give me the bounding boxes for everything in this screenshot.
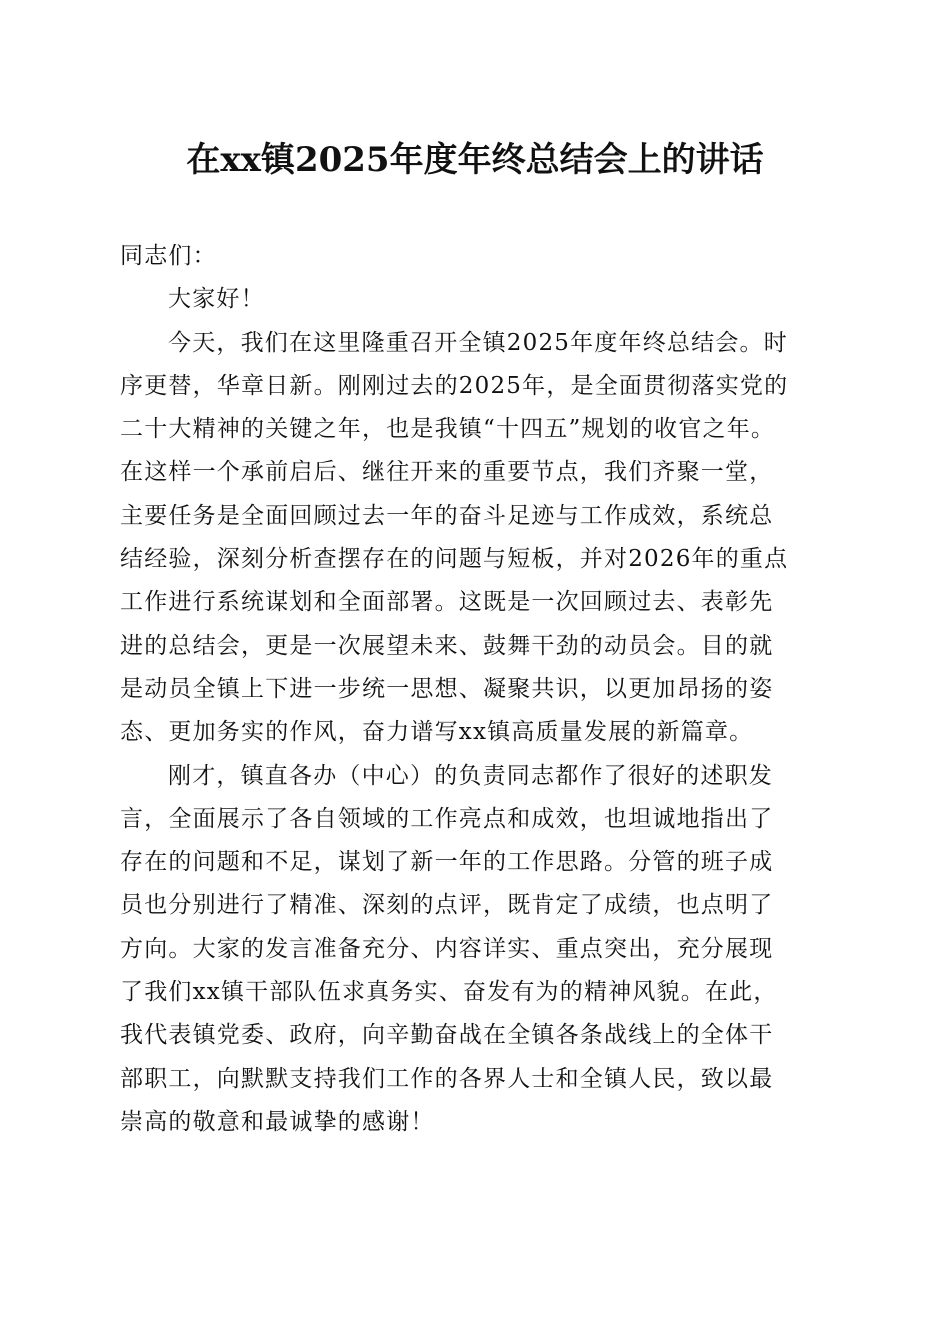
paragraph-2-line: 言，全面展示了各自领域的工作亮点和成效，也坦诚地指出了 [120,805,774,832]
paragraph-1-line: 主要任务是全面回顾过去一年的奋斗足迹与工作成效，系统总 [120,502,774,529]
paragraph-2-line: 存在的问题和不足，谋划了新一年的工作思路。分管的班子成 [120,849,774,876]
paragraph-2-line: 刚才，镇直各办（中心）的负责同志都作了很好的述职发 [168,762,773,789]
paragraph-2-line: 方向。大家的发言准备充分、内容详实、重点突出，充分展现 [120,935,774,962]
greeting: 大家好！ [168,286,265,313]
paragraph-1-line: 今天，我们在这里隆重召开全镇2025年度年终总结会。时 [168,329,788,356]
document-body [120,235,830,1144]
paragraph-2-line: 崇高的敬意和最诚挚的感谢！ [120,1108,435,1135]
paragraph-2-line: 部职工，向默默支持我们工作的各界人士和全镇人民，致以最 [120,1065,774,1092]
paragraph-2-line: 员也分别进行了精准、深刻的点评，既肯定了成绩，也点明了 [120,892,774,919]
paragraph-1-line: 结经验，深刻分析查摆存在的问题与短板，并对2026年的重点 [120,546,789,573]
paragraph-1-line: 是动员全镇上下进一步统一思想、凝聚共识，以更加昂扬的姿 [120,675,774,702]
paragraph-2-line: 我代表镇党委、政府，向辛勤奋战在全镇各条战线上的全体干 [120,1022,774,1049]
salutation: 同志们： [120,243,217,269]
paragraph-1-line: 序更替，华章日新。刚刚过去的2025年，是全面贯彻落实党的 [120,372,789,399]
paragraph-1-line: 进的总结会，更是一次展望未来、鼓舞干劲的动员会。目的就 [120,632,774,659]
paragraph-1-line: 工作进行系统谋划和全面部署。这既是一次回顾过去、表彰先 [120,589,774,616]
paragraph-1-line: 态、更加务实的作风，奋力谱写xx镇高质量发展的新篇章。 [120,719,754,746]
paragraph-1-line: 二十大精神的关键之年，也是我镇“十四五”规划的收官之年。 [120,416,776,443]
paragraph-2-line: 了我们xx镇干部队伍求真务实、奋发有为的精神风貌。在此， [120,979,778,1006]
paragraph-1-line: 在这样一个承前启后、继往开来的重要节点，我们齐聚一堂， [120,459,774,486]
document-title: 在xx镇2025年度年终总结会上的讲话 [186,140,764,180]
